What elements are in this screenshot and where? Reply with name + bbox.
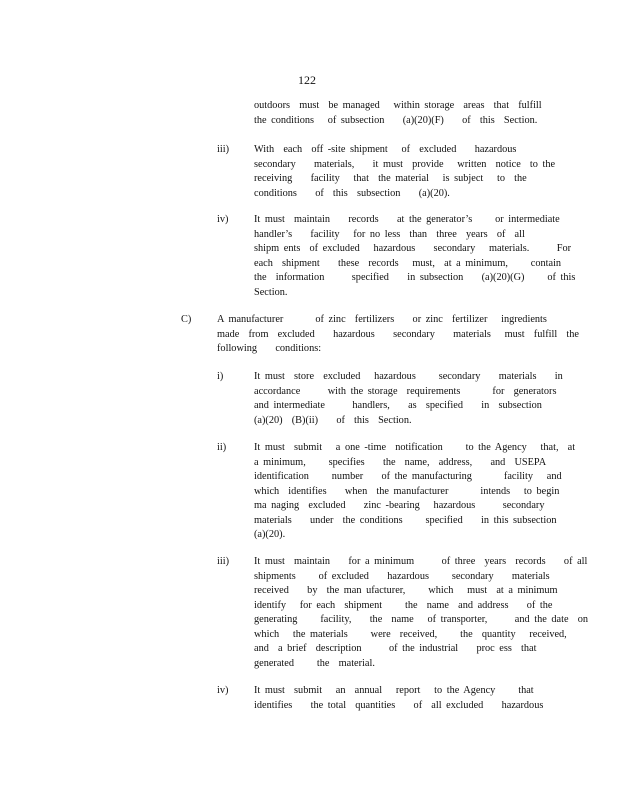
text-line: handler’s facility for no less than three years of all bbox=[254, 228, 525, 240]
text-line: It must submit an annual report to the Agency that bbox=[254, 685, 534, 696]
text-line: Section. bbox=[254, 286, 288, 298]
text-line: conditions of this subsection (a)(20). bbox=[254, 187, 450, 199]
text-line: It must maintain records at the generator’s or intermediate bbox=[254, 214, 560, 225]
item-label-c-iv: iv) bbox=[217, 685, 229, 696]
item-paragraph-c-iv bbox=[254, 684, 543, 713]
text-line: identification number of the manufacturing facility and bbox=[254, 471, 562, 482]
text-line: receiving facility that the material is subject to the bbox=[254, 173, 527, 184]
continuation-paragraph bbox=[254, 99, 542, 128]
item-label-c-ii: ii) bbox=[217, 442, 227, 453]
text-line: materials under the conditions specified in this subsection bbox=[254, 514, 557, 526]
text-line: shipm ents of excluded hazardous secondary materials. For bbox=[254, 243, 572, 254]
text-line: (a)(20). bbox=[254, 529, 286, 540]
text-line: made from excluded hazardous secondary materials must fulfill the bbox=[217, 328, 579, 340]
page-number: 122 bbox=[298, 73, 316, 87]
text-line: received by the man ufacturer, which must at a minimum bbox=[254, 585, 558, 596]
text-line: (a)(20) (B)(ii) of this Section. bbox=[254, 414, 412, 426]
text-line: identify for each shipment the name and address of the bbox=[254, 599, 553, 611]
text-line: which identifies when the manufacturer intends to begin bbox=[254, 485, 560, 497]
item-label-c-i: i) bbox=[217, 371, 224, 382]
section-label-c: C) bbox=[181, 314, 192, 325]
text-line: A manufacturer of zinc fertilizers or zinc fertilizer ingredients bbox=[217, 314, 547, 325]
item-paragraph-iii bbox=[254, 143, 555, 201]
text-line: identifies the total quantities of all excluded hazardous bbox=[254, 699, 544, 711]
text-line: accordance with the storage requirements for generators bbox=[254, 385, 557, 397]
text-line: secondary materials, it must provide written notice to the bbox=[254, 158, 556, 170]
text-line: outdoors must be managed within storage areas that fulfill bbox=[254, 100, 542, 111]
text-line: ma naging excluded zinc -bearing hazardous secondary bbox=[254, 500, 545, 511]
text-line: which the materials were received, the quantity received, bbox=[254, 628, 567, 640]
item-paragraph-c-ii bbox=[254, 441, 575, 543]
text-line: a minimum, specifies the name, address, and USEPA bbox=[254, 456, 547, 468]
text-line: the information specified in subsection (a)(20)(G) of this bbox=[254, 272, 576, 283]
text-line: and a brief description of the industrial proc ess that bbox=[254, 643, 537, 654]
text-line: shipments of excluded hazardous secondary materials bbox=[254, 570, 550, 582]
item-label-iii: iii) bbox=[217, 144, 230, 155]
item-paragraph-iv bbox=[254, 213, 575, 300]
text-line: each shipment these records must, at a minimum, contain bbox=[254, 257, 562, 269]
item-paragraph-c-i bbox=[254, 370, 563, 428]
text-line: It must maintain for a minimum of three years records of all bbox=[254, 556, 588, 567]
text-line: generated the material. bbox=[254, 657, 375, 669]
item-label-iv: iv) bbox=[217, 214, 229, 225]
text-line: It must store excluded hazardous secondary materials in bbox=[254, 371, 563, 382]
text-line: following conditions: bbox=[217, 343, 322, 354]
text-line: With each off -site shipment of excluded hazardous bbox=[254, 144, 517, 155]
text-line: generating facility, the name of transporter, and the date on bbox=[254, 614, 588, 625]
text-line: It must submit a one -time notification to the Agency that, at bbox=[254, 442, 576, 453]
text-line: and intermediate handlers, as specified in subsection bbox=[254, 400, 542, 411]
item-paragraph-c-iii bbox=[254, 555, 588, 671]
text-line: the conditions of subsection (a)(20)(F) of this Section. bbox=[254, 114, 538, 126]
item-label-c-iii: iii) bbox=[217, 556, 230, 567]
section-paragraph-c bbox=[217, 313, 579, 357]
